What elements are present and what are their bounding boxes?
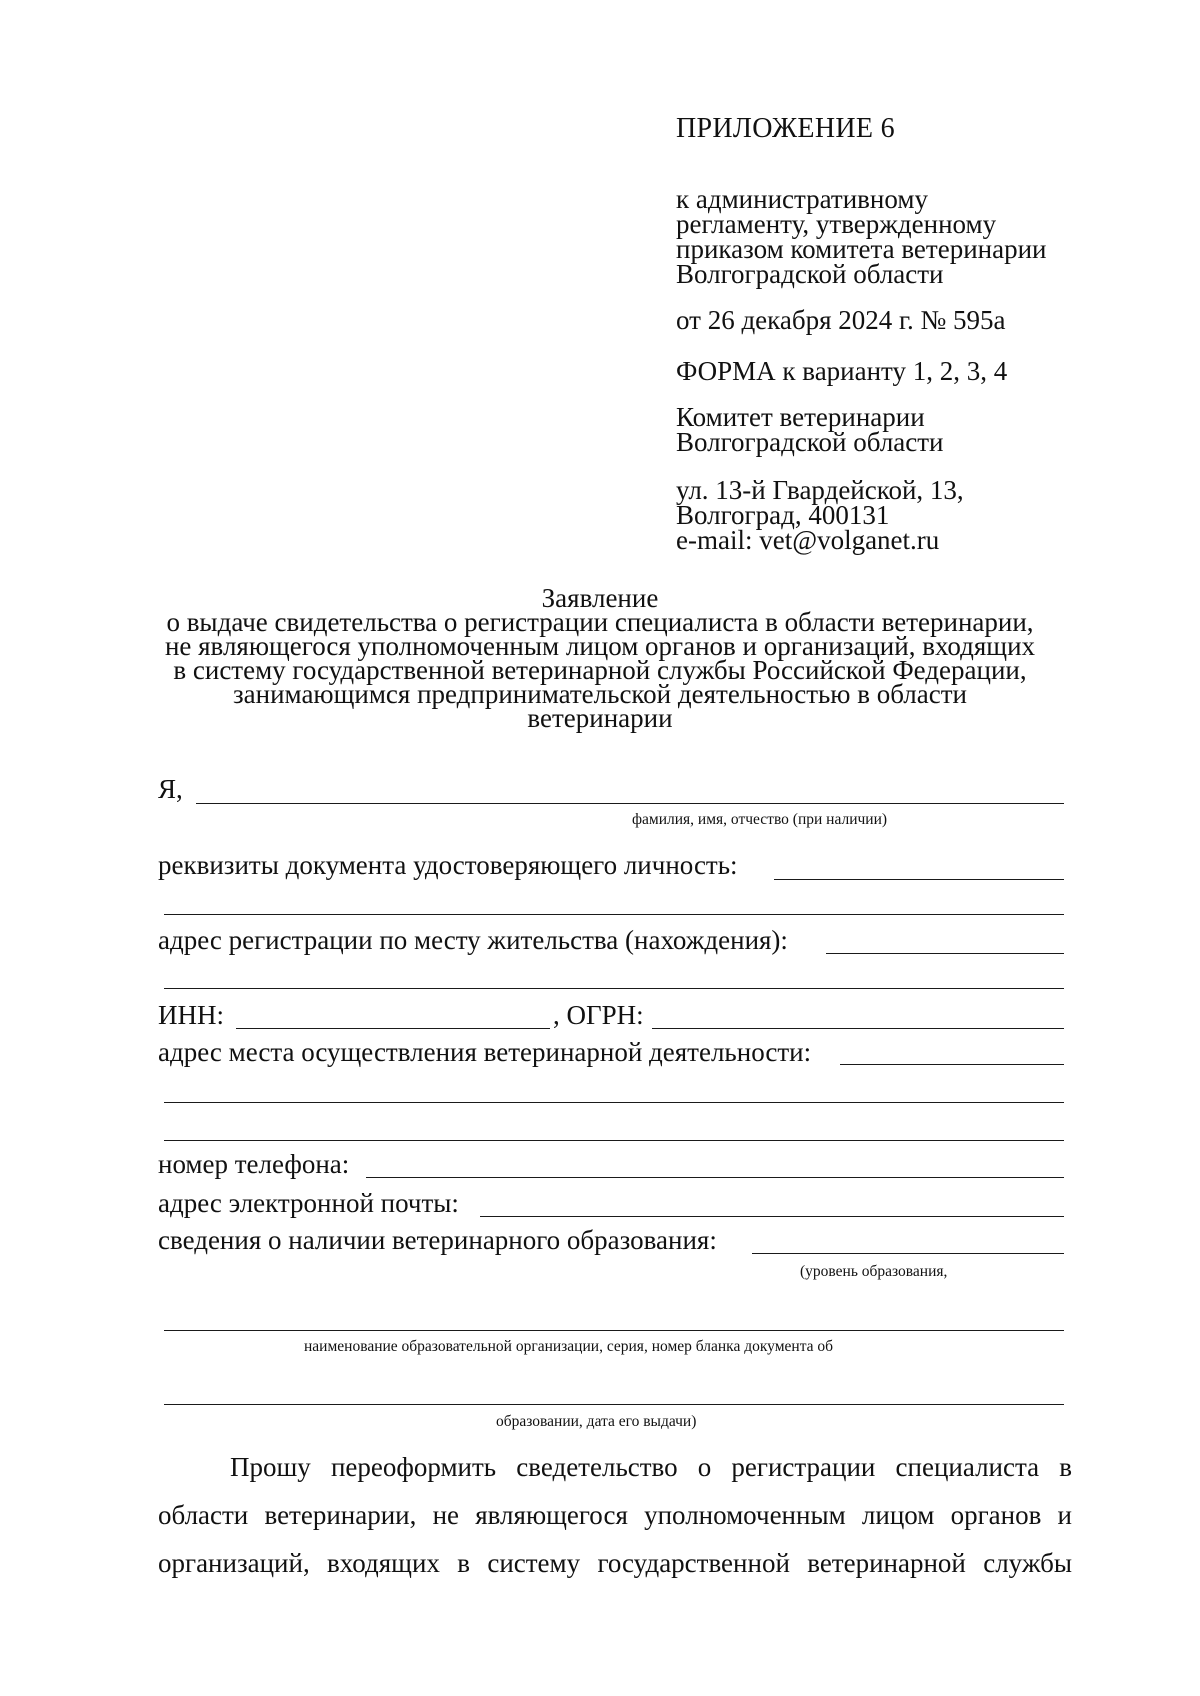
name-label: Я,: [158, 774, 183, 804]
email-field[interactable]: [480, 1216, 1064, 1217]
recipient-organization: [676, 402, 944, 457]
ogrn-label: , ОГРН:: [553, 1000, 644, 1030]
title-line: не являющегося уполномоченным лицом органов и организаций, входящих: [164, 631, 1036, 661]
education-field-line-2[interactable]: [164, 1330, 1064, 1331]
org-line: Волгоградской области: [676, 427, 944, 457]
ogrn-field[interactable]: [652, 1028, 1064, 1029]
id-document-label: реквизиты документа удостоверяющего личность:: [158, 850, 738, 880]
title-line: занимающимся предпринимательской деятельностью в области: [233, 679, 967, 709]
form-variant: ФОРМА к варианту 1, 2, 3, 4: [676, 356, 1008, 386]
regulation-line: приказом комитета ветеринарии: [676, 234, 1047, 264]
inn-field[interactable]: [236, 1028, 550, 1029]
vet-activity-address-field[interactable]: [840, 1064, 1064, 1065]
registration-address-field-continued[interactable]: [164, 988, 1064, 989]
request-text-line: организаций, входящих в систему государственной ветеринарной службы: [158, 1548, 1072, 1578]
order-date: от 26 декабря 2024 г. № 595а: [676, 305, 1006, 335]
recipient-address: [676, 475, 964, 555]
title-line: Заявление: [541, 583, 659, 613]
regulation-line: к административному: [676, 184, 928, 214]
phone-label: номер телефона:: [158, 1149, 350, 1179]
address-line: ул. 13-й Гвардейской, 13,: [676, 475, 964, 505]
vet-activity-address-field-line-2[interactable]: [164, 1102, 1064, 1103]
address-line: e-mail: vet@volganet.ru: [676, 525, 940, 555]
education-field-line-3[interactable]: [164, 1404, 1064, 1405]
education-field[interactable]: [752, 1253, 1064, 1254]
regulation-line: регламенту, утвержденному: [676, 209, 997, 239]
title-line: ветеринарии: [527, 703, 673, 733]
id-document-field[interactable]: [774, 879, 1064, 880]
education-hint-date: образовании, дата его выдачи): [496, 1413, 697, 1430]
appendix-title: ПРИЛОЖЕНИЕ 6: [676, 113, 895, 144]
name-field[interactable]: [196, 803, 1064, 804]
regulation-line: Волгоградской области: [676, 259, 944, 289]
name-hint: фамилия, имя, отчество (при наличии): [632, 811, 888, 828]
education-hint-organization: наименование образовательной организации, серия, номер бланка документа об: [304, 1338, 834, 1355]
registration-address-label: адрес регистрации по месту жительства (нахождения):: [158, 925, 788, 955]
phone-field[interactable]: [366, 1177, 1064, 1178]
id-document-field-continued[interactable]: [164, 914, 1064, 915]
title-line: о выдаче свидетельства о регистрации специалиста в области ветеринарии,: [166, 607, 1034, 637]
request-text-line: Прошу переоформить сведетельство о регистрации специалиста в: [230, 1452, 1072, 1482]
education-hint-level: (уровень образования,: [800, 1263, 948, 1280]
request-text-line: области ветеринарии, не являющегося уполномоченным лицом органов и: [158, 1500, 1072, 1530]
education-label: сведения о наличии ветеринарного образования:: [158, 1225, 717, 1255]
title-line: в систему государственной ветеринарной службы Российской Федерации,: [173, 655, 1027, 685]
inn-label: ИНН:: [158, 1000, 224, 1030]
regulation-reference: [676, 184, 1047, 289]
vet-activity-address-field-line-3[interactable]: [164, 1140, 1064, 1141]
application-title: [120, 583, 1080, 733]
org-line: Комитет ветеринарии: [676, 402, 925, 432]
email-label: адрес электронной почты:: [158, 1188, 459, 1218]
address-line: Волгоград, 400131: [676, 500, 890, 530]
vet-activity-address-label: адрес места осуществления ветеринарной деятельности:: [158, 1037, 812, 1067]
registration-address-field[interactable]: [826, 953, 1064, 954]
